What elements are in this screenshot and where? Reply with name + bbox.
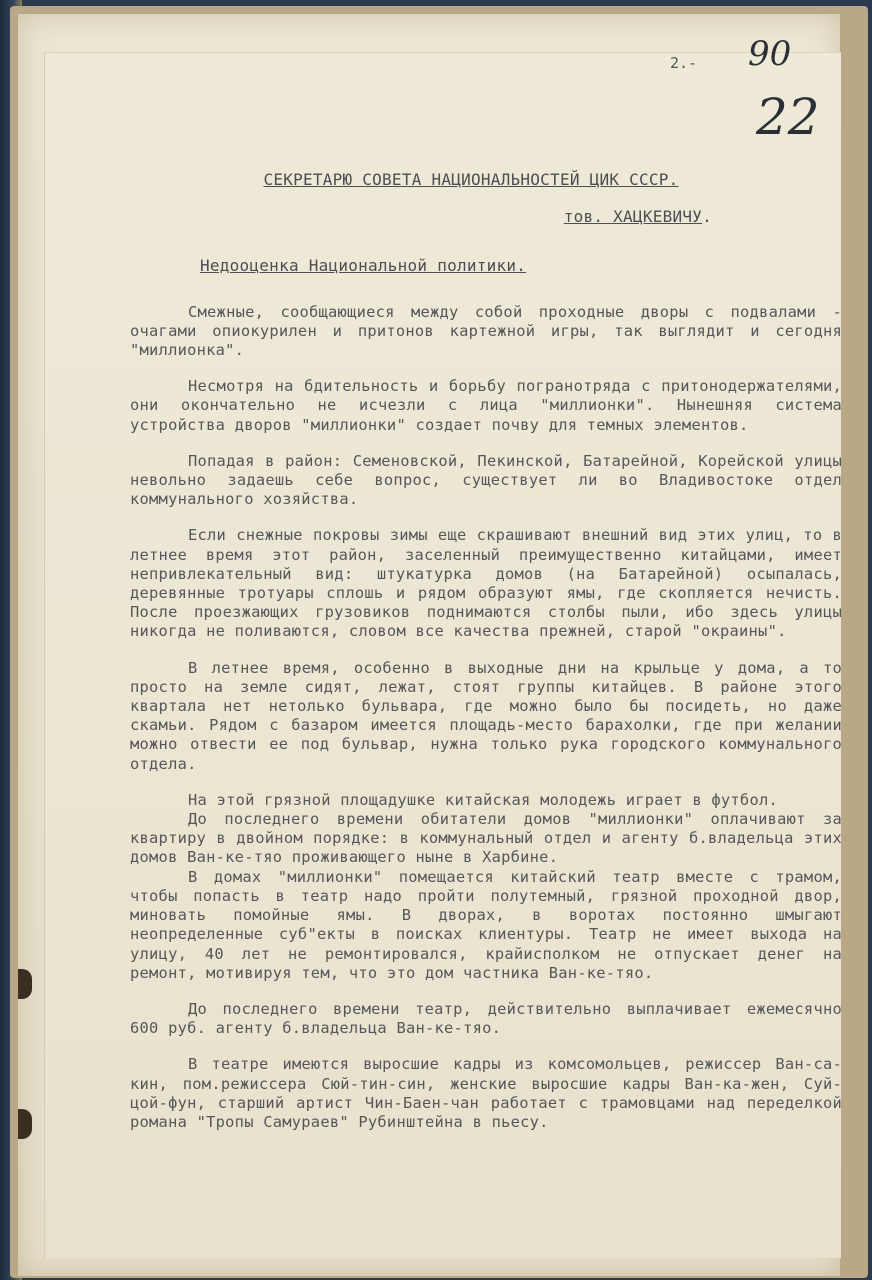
paragraph: В летнее время, особенно в выходные дни на крыльце у дома, а то просто на земле сидят, лежат, стоят группы китайцев. В районе этого квартала нет нетолько бульвара, где можно было бы посидеть, но даже скамьи. Рядом с базаром имеется площадь-место барахолки, где при желании можно отвести ее под бульвар, нужна только рука городского коммунального отдела. — [130, 658, 842, 773]
letter-body — [130, 170, 842, 1149]
subject-heading: Недооценка Национальной политики. — [200, 256, 527, 276]
paragraph: Смежные, сообщающиеся между собой проходные дворы с подвалами - очагами опиокурилен и притонов картежной игры, так выглядит и сегодня "миллионка". — [130, 302, 842, 360]
binding-hole — [18, 969, 32, 999]
binding-hole — [18, 1109, 32, 1139]
handwritten-sheet-number: 22 — [756, 88, 820, 146]
paragraph: На этой грязной площадушке китайская молодежь играет в футбол. — [188, 790, 778, 809]
addressee-line: СЕКРЕТАРЮ СОВЕТА НАЦИОНАЛЬНОСТЕЙ ЦИК СССР. — [263, 170, 679, 189]
paragraph: В домах "миллионки" помещается китайский театр вместе с трамом, чтобы попасть в театр надо пройти полутемный, грязной проходной двор, миновать помойные ямы. В дворах, в воротах постоянно шмыгают неопределенные суб"екты в поисках клиентуры. Театр не имеет выхода на улицу, 40 лет не ремонтировался, крайисполком не отпускает денег на ремонт, мотивируя тем, что это дом частника Ван-ке-тяо. — [130, 867, 842, 982]
paragraph: Если снежные покровы зимы еще скрашивают внешний вид этих улиц, то в летнее время этот район, заселенный преимущественно китайцами, имеет непривлекательный вид: штукатурка домов (на Батарейной) осыпалась, деревянные тротуары сплошь и рядом образуют ямы, где скопляется нечисть. После проезжающих грузовиков поднимаются столбы пыли, ибо здесь улицы никогда не поливаются, словом все качества прежней, старой "окраины". — [130, 526, 842, 641]
paragraph: Попадая в район: Семеновской, Пекинской, Батарейной, Корейской улицы невольно задаешь себе вопрос, существует ли во Владивостоке отдел коммунального хозяйства. — [130, 451, 842, 509]
recipient-suffix: . — [702, 207, 712, 227]
recipient-name: тов. ХАЦКЕВИЧУ — [563, 207, 703, 227]
paragraph: В театре имеются выросшие кадры из комсомольцев, режиссер Ван-са-кин, пом.режиссера Сюй-тин-син, женские выросшие кадры Ван-ка-жен, Суй-цой-фун, старший артист Чин-Баен-чан работает с трамовцами над переделкой романа "Тропы Самураев" Рубинштейна в пьесу. — [130, 1055, 842, 1131]
paragraph: До последнего времени театр, действительно выплачивает ежемесячно 600 руб. агенту б.владельца Ван-ке-тяо. — [130, 999, 842, 1038]
paragraph: До последнего времени обитатели домов "миллионки" оплачивают за квартиру в двойном порядке: в коммунальный отдел и агенту б.владельца этих домов Ван-ке-тяо проживающего ныне в Харбине. — [130, 810, 842, 867]
handwritten-folio-number: 90 — [748, 34, 792, 74]
typed-page-number: 2.- — [670, 54, 698, 72]
paragraph: Несмотря на бдительность и борьбу погранотряда с притонодержателями, они окончательно не исчезли с лица "миллионки". Нынешняя система устройства дворов "миллионки" создает почву для темных элементов. — [130, 377, 842, 434]
recipient-line — [130, 207, 712, 226]
